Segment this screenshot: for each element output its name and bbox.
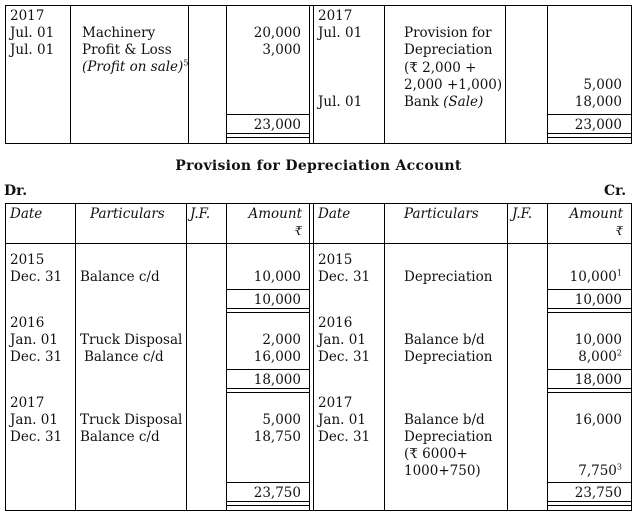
col-line <box>75 203 76 510</box>
header-particulars: Particulars <box>90 206 165 222</box>
rupee-symbol: ₹ <box>294 224 302 238</box>
col-line <box>384 203 385 510</box>
particulars-cell: Depreciation <box>404 42 493 58</box>
year-label: 2017 <box>318 395 353 411</box>
total-line <box>547 392 631 393</box>
year-label: 2015 <box>10 252 45 268</box>
total-line <box>226 114 309 115</box>
header-date: Date <box>10 206 43 222</box>
total-amount: 10,000 <box>253 292 301 308</box>
amount-cell: 10,000 <box>253 269 301 285</box>
particulars-cell: Depreciation <box>404 429 493 445</box>
amount-value: 8,000 <box>578 349 617 365</box>
total-line <box>226 137 309 138</box>
date-cell: Jan. 01 <box>10 412 58 428</box>
date-cell: Dec. 31 <box>318 269 371 285</box>
amount-cell: 5,000 <box>583 77 622 93</box>
rupee-symbol: ₹ <box>615 224 623 238</box>
particulars-cell: Truck Disposal <box>80 412 183 428</box>
col-line <box>631 203 632 510</box>
particulars-cell: Depreciation <box>404 349 493 365</box>
total-line <box>226 289 309 290</box>
total-line <box>547 369 631 370</box>
year-label: 2016 <box>318 315 353 331</box>
total-line <box>547 482 631 483</box>
total-line <box>547 114 631 115</box>
year-label: 2017 <box>10 395 45 411</box>
total-line <box>547 289 631 290</box>
particulars-cell: Balance c/d <box>80 429 160 445</box>
particulars-text: Bank <box>404 94 439 110</box>
particulars-cell: Balance c/d <box>84 349 164 365</box>
footnote-mark: 2 <box>616 348 622 358</box>
particulars-cell: Depreciation <box>404 269 493 285</box>
col-line <box>186 203 187 510</box>
particulars-cell: Provision for <box>404 25 492 41</box>
amount-cell: 18,000 <box>574 94 622 110</box>
particulars-cell: Truck Disposal <box>80 332 183 348</box>
particulars-cell: Profit & Loss <box>82 42 172 58</box>
particulars-cell: 1000+750) <box>404 463 481 479</box>
col-line <box>313 203 314 510</box>
amount-value: 10,000 <box>569 269 617 285</box>
footnote-mark: 5 <box>183 58 189 68</box>
date-cell: Jul. 01 <box>10 25 55 41</box>
amount-cell: 16,000 <box>253 349 301 365</box>
particulars-cell: Balance b/d <box>404 332 485 348</box>
amount-cell: 3,000 <box>262 42 301 58</box>
year-label: 2017 <box>10 8 45 24</box>
col-line <box>313 5 314 143</box>
date-cell: Jan. 01 <box>318 332 366 348</box>
amount-cell: 16,000 <box>574 412 622 428</box>
col-line <box>5 5 6 143</box>
particulars-cell: Balance b/d <box>404 412 485 428</box>
date-cell: Jan. 01 <box>318 412 366 428</box>
bottom-border <box>5 143 632 144</box>
date-cell: Jul. 01 <box>10 42 55 58</box>
col-line <box>505 5 506 143</box>
header-date: Date <box>318 206 351 222</box>
bottom-border <box>5 510 632 511</box>
total-amount: 23,000 <box>574 117 622 133</box>
header-divider <box>5 243 632 244</box>
col-line <box>309 5 310 143</box>
year-label: 2016 <box>10 315 45 331</box>
particulars-cell: (₹ 2,000 + <box>404 60 477 76</box>
date-cell: Dec. 31 <box>318 349 371 365</box>
total-amount: 18,000 <box>253 372 301 388</box>
total-amount: 18,000 <box>574 372 622 388</box>
particulars-note <box>82 58 188 76</box>
particulars-cell: (₹ 6000+ <box>404 446 468 462</box>
amount-cell: 18,750 <box>253 429 301 445</box>
particulars-cell: Machinery <box>82 25 156 41</box>
top-border <box>5 203 632 204</box>
total-amount: 10,000 <box>574 292 622 308</box>
date-cell: Dec. 31 <box>10 429 63 445</box>
year-label: 2017 <box>318 8 353 24</box>
top-border <box>5 5 632 6</box>
amount-cell: 2,000 <box>262 332 301 348</box>
col-line <box>631 5 632 143</box>
particulars-cell: 2,000 +1,000) <box>404 77 503 93</box>
particulars-cell <box>404 93 483 111</box>
date-cell: Jul. 01 <box>318 25 363 41</box>
amount-cell: 5,000 <box>262 412 301 428</box>
amount-cell: 20,000 <box>253 25 301 41</box>
header-jf: J.F. <box>512 206 533 222</box>
col-line <box>507 203 508 510</box>
col-line <box>5 203 6 510</box>
total-amount: 23,000 <box>253 117 301 133</box>
header-particulars: Particulars <box>404 206 479 222</box>
total-line <box>226 392 309 393</box>
amount-cell: 10,000 <box>574 332 622 348</box>
total-line <box>547 312 631 313</box>
total-line <box>226 369 309 370</box>
note-text: (Profit on sale) <box>82 59 184 75</box>
footnote-mark: 3 <box>616 462 622 472</box>
credit-label: Cr. <box>604 183 627 199</box>
amount-cell <box>547 462 622 480</box>
total-line <box>226 505 309 506</box>
total-line <box>226 312 309 313</box>
date-cell: Jul. 01 <box>318 94 363 110</box>
header-amount: Amount <box>569 206 623 222</box>
year-label: 2015 <box>318 252 353 268</box>
total-line <box>547 137 631 138</box>
amount-cell <box>547 268 622 286</box>
date-cell: Jan. 01 <box>10 332 58 348</box>
amount-value: 7,750 <box>578 463 617 479</box>
total-amount: 23,750 <box>253 485 301 501</box>
date-cell: Dec. 31 <box>318 429 371 445</box>
account-title: Provision for Depreciation Account <box>175 158 462 174</box>
total-amount: 23,750 <box>574 485 622 501</box>
debit-label: Dr. <box>4 183 28 199</box>
amount-cell <box>547 348 622 366</box>
header-amount: Amount <box>248 206 302 222</box>
total-line <box>547 505 631 506</box>
col-line <box>309 203 310 510</box>
col-line <box>384 5 385 143</box>
date-cell: Dec. 31 <box>10 269 63 285</box>
footnote-mark: 1 <box>616 268 622 278</box>
particulars-cell: Balance c/d <box>80 269 160 285</box>
header-jf: J.F. <box>190 206 211 222</box>
total-line <box>226 482 309 483</box>
col-line <box>70 5 71 143</box>
note-text: (Sale) <box>443 94 484 110</box>
date-cell: Dec. 31 <box>10 349 63 365</box>
